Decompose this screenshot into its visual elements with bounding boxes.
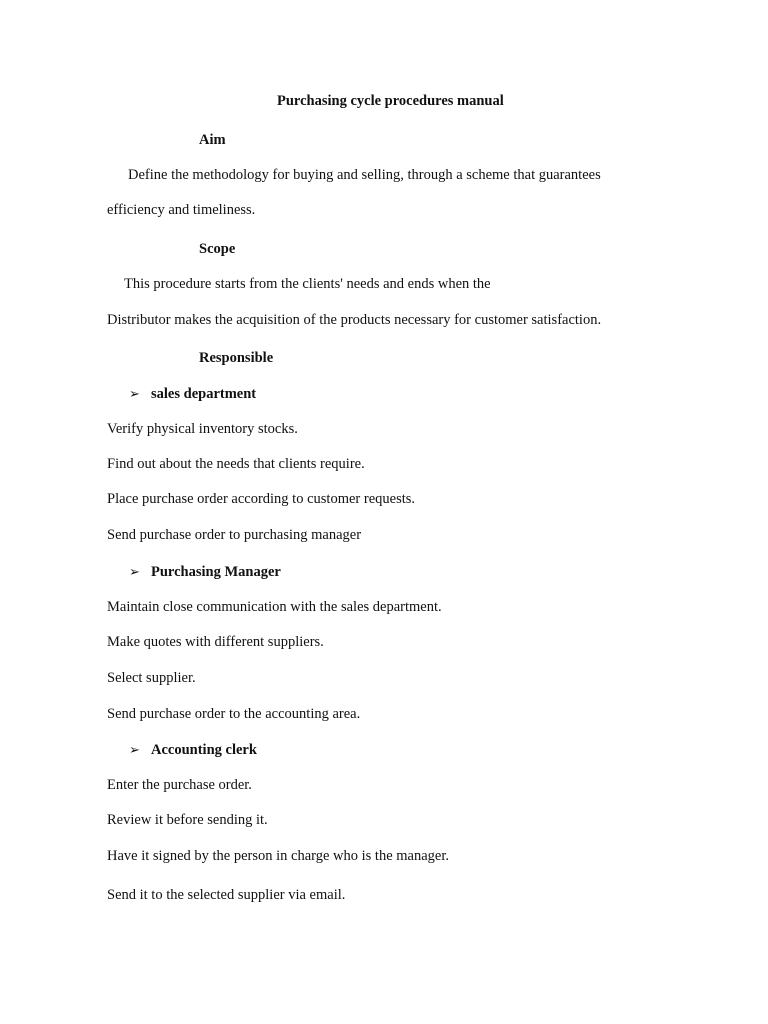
section-heading-accounting-clerk xyxy=(129,741,257,759)
list-item: Place purchase order according to customer requests. xyxy=(107,491,416,507)
list-item: Enter the purchase order. xyxy=(107,777,252,793)
document-title: Purchasing cycle procedures manual xyxy=(277,93,504,109)
section-heading-purchasing-manager xyxy=(129,563,281,581)
responsible-heading: Responsible xyxy=(199,350,274,366)
list-item: Have it signed by the person in charge who is the manager. xyxy=(107,848,450,864)
section-title: sales department xyxy=(151,386,257,402)
list-item: Find out about the needs that clients require. xyxy=(107,456,365,472)
aim-heading: Aim xyxy=(199,132,226,148)
section-title: Accounting clerk xyxy=(151,742,257,758)
aim-paragraph-line-1: Define the methodology for buying and selling, through a scheme that guarantees xyxy=(128,167,601,183)
list-item: Verify physical inventory stocks. xyxy=(107,421,298,437)
list-item: Send purchase order to purchasing manager xyxy=(107,527,362,543)
list-item: Review it before sending it. xyxy=(107,812,268,828)
scope-heading: Scope xyxy=(199,241,236,257)
scope-paragraph-line-2: Distributor makes the acquisition of the products necessary for customer satisfaction. xyxy=(107,312,602,328)
list-item: Select supplier. xyxy=(107,670,196,686)
scope-paragraph-line-1: This procedure starts from the clients' needs and ends when the xyxy=(124,276,491,292)
list-item: Send it to the selected supplier via email. xyxy=(107,887,346,903)
list-item: Maintain close communication with the sales department. xyxy=(107,599,442,615)
list-item: Make quotes with different suppliers. xyxy=(107,634,324,650)
arrow-bullet-icon: ➢ xyxy=(129,564,140,579)
arrow-bullet-icon: ➢ xyxy=(129,386,140,401)
section-title: Purchasing Manager xyxy=(151,564,281,580)
aim-paragraph-line-2: efficiency and timeliness. xyxy=(107,202,256,218)
section-heading-sales-department xyxy=(129,385,256,403)
list-item: Send purchase order to the accounting area. xyxy=(107,706,361,722)
arrow-bullet-icon: ➢ xyxy=(129,742,140,757)
